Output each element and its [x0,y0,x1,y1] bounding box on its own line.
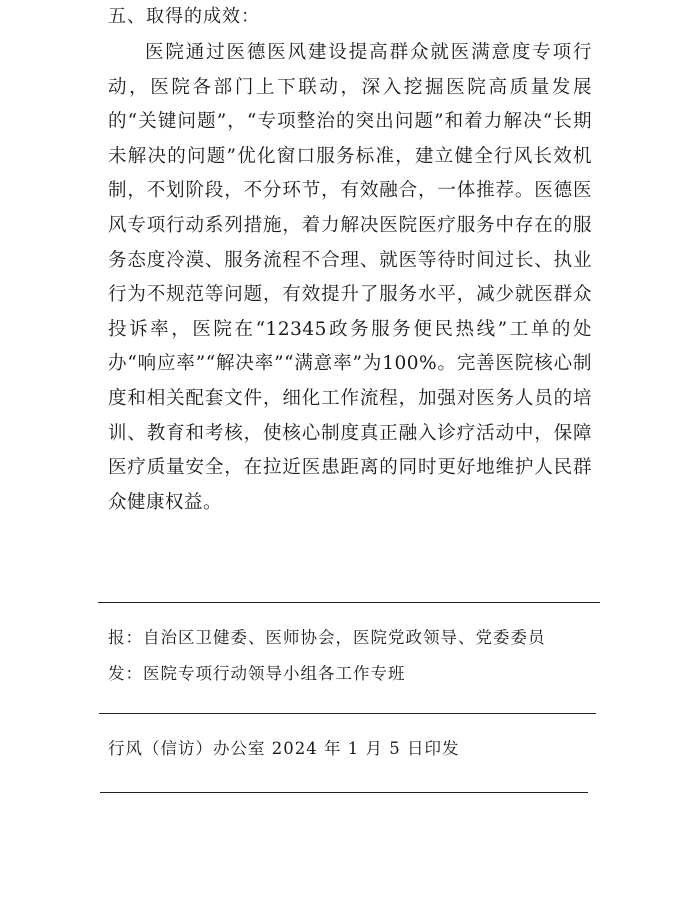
divider-bottom [100,792,588,793]
divider-top [98,602,600,603]
report-to-line: 报：自治区卫健委、医师协会，医院党政领导、党委委员 [108,628,546,647]
section-heading: 五、取得的成效： [108,6,260,27]
body-paragraph: 医院通过医德医风建设提高群众就医满意度专项行动，医院各部门上下联动，深入挖掘医院高质量发展的“关键问题”，“专项整治的突出问题”和着力解决“长期未解决的问题”优化窗口服务标准，建立健全行风长效机制，不划阶段，不分环节，有效融合，一体推荐。医德医风专项行动系列措施，着力解决医院医疗服务中存在的服务态度冷漠、服务流程不合理、就医等待时间过长、执业行为不规范等问题，有效提升了服务水平，减少就医群众投诉率，医院在“12345政务服务便民热线”工单的处办“响应率”“解决率”“满意率”为100%。完善医院核心制度和相关配套文件，细化工作流程，加强对医务人员的培训、教育和考核，使核心制度真正融入诊疗活动中，保障医疗质量安全，在拉近医患距离的同时更好地维护人民群众健康权益。 [108,42,592,513]
send-to-line: 发：医院专项行动领导小组各工作专班 [108,664,406,683]
divider-middle [99,713,596,714]
issuer-line: 行风（信访）办公室 2024 年 1 月 5 日印发 [108,739,460,758]
